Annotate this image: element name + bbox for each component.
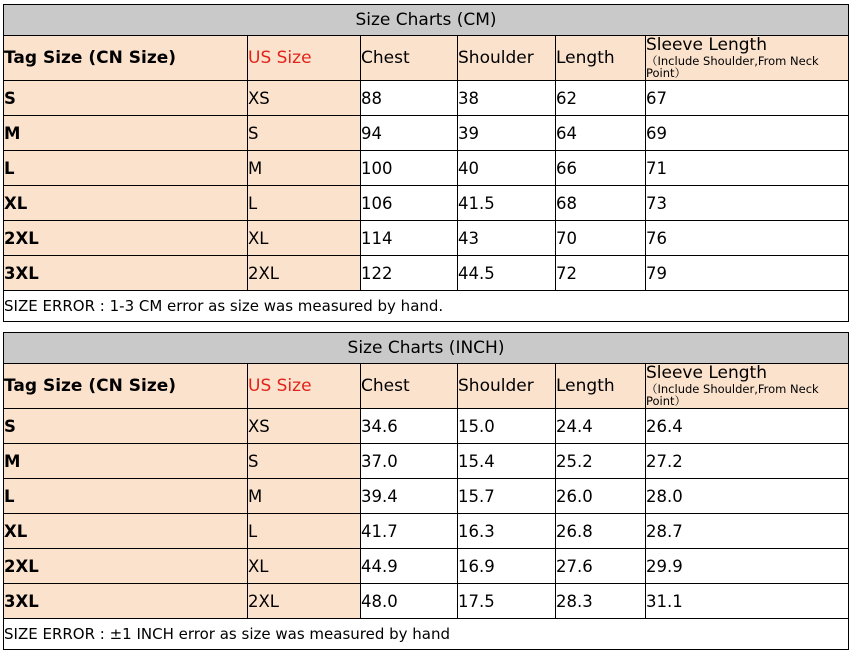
cell-length: 28.3: [556, 584, 646, 619]
cell-tag-size: 2XL: [4, 549, 248, 584]
cell-chest: 114: [361, 221, 458, 256]
cell-length: 64: [556, 116, 646, 151]
header-length-cm: Length: [556, 36, 646, 81]
table-row: [4, 584, 849, 619]
cell-length: 66: [556, 151, 646, 186]
cell-shoulder: 15.7: [458, 479, 556, 514]
cell-length: 62: [556, 81, 646, 116]
table-row: [4, 479, 849, 514]
header-tag-size-inch: Tag Size (CN Size): [4, 364, 248, 409]
cell-shoulder: 44.5: [458, 256, 556, 291]
cell-length: 27.6: [556, 549, 646, 584]
header-chest-inch: Chest: [361, 364, 458, 409]
header-shoulder-inch: Shoulder: [458, 364, 556, 409]
cell-sleeve: 69: [646, 116, 849, 151]
cell-us-size: XL: [248, 221, 361, 256]
cell-us-size: S: [248, 444, 361, 479]
header-us-size-cm: US Size: [248, 36, 361, 81]
table-row: [4, 186, 849, 221]
cell-chest: 48.0: [361, 584, 458, 619]
cell-sleeve: 73: [646, 186, 849, 221]
cell-length: 68: [556, 186, 646, 221]
cell-chest: 100: [361, 151, 458, 186]
cell-sleeve: 26.4: [646, 409, 849, 444]
cell-tag-size: XL: [4, 186, 248, 221]
cell-tag-size: 3XL: [4, 584, 248, 619]
table-row: [4, 444, 849, 479]
cell-shoulder: 15.4: [458, 444, 556, 479]
cell-sleeve: 28.7: [646, 514, 849, 549]
cell-chest: 34.6: [361, 409, 458, 444]
cell-tag-size: 3XL: [4, 256, 248, 291]
cell-tag-size: M: [4, 116, 248, 151]
cell-sleeve: 79: [646, 256, 849, 291]
header-shoulder-cm: Shoulder: [458, 36, 556, 81]
size-error-note-row-inch: [4, 619, 849, 650]
size-error-note-row-cm: [4, 291, 849, 322]
chart-header-row-cm: [4, 36, 849, 81]
chart-title-row-cm: [4, 5, 849, 36]
chart-title-cm: Size Charts (CM): [4, 5, 849, 36]
table-row: [4, 116, 849, 151]
cell-us-size: S: [248, 116, 361, 151]
chart-title-row-inch: [4, 333, 849, 364]
cell-us-size: XS: [248, 409, 361, 444]
cell-sleeve: 71: [646, 151, 849, 186]
size-error-note-inch: SIZE ERROR : ±1 INCH error as size was measured by hand: [4, 619, 849, 650]
cell-tag-size: 2XL: [4, 221, 248, 256]
cell-chest: 37.0: [361, 444, 458, 479]
cell-tag-size: XL: [4, 514, 248, 549]
table-row: [4, 221, 849, 256]
cell-chest: 88: [361, 81, 458, 116]
cell-tag-size: L: [4, 479, 248, 514]
cell-sleeve: 27.2: [646, 444, 849, 479]
table-row: [4, 256, 849, 291]
cell-us-size: XL: [248, 549, 361, 584]
header-sleeve-length-cm: [646, 36, 849, 81]
header-us-size-inch: US Size: [248, 364, 361, 409]
cell-us-size: XS: [248, 81, 361, 116]
cell-chest: 41.7: [361, 514, 458, 549]
cell-chest: 39.4: [361, 479, 458, 514]
header-sleeve-main-cm: Sleeve Length: [646, 34, 767, 55]
cell-chest: 94: [361, 116, 458, 151]
header-tag-size-cm: Tag Size (CN Size): [4, 36, 248, 81]
cell-shoulder: 39: [458, 116, 556, 151]
size-error-note-cm: SIZE ERROR : 1-3 CM error as size was measured by hand.: [4, 291, 849, 322]
table-row: [4, 409, 849, 444]
cell-chest: 122: [361, 256, 458, 291]
cell-us-size: 2XL: [248, 256, 361, 291]
cell-sleeve: 67: [646, 81, 849, 116]
header-sleeve-sub-cm: （Include Shoulder,From Neck Point）: [646, 54, 819, 81]
cell-shoulder: 16.9: [458, 549, 556, 584]
table-row: [4, 151, 849, 186]
cell-shoulder: 40: [458, 151, 556, 186]
cell-us-size: M: [248, 151, 361, 186]
header-chest-cm: Chest: [361, 36, 458, 81]
cell-us-size: 2XL: [248, 584, 361, 619]
chart-header-row-inch: [4, 364, 849, 409]
cell-tag-size: S: [4, 81, 248, 116]
cell-sleeve: 31.1: [646, 584, 849, 619]
cell-tag-size: S: [4, 409, 248, 444]
header-length-inch: Length: [556, 364, 646, 409]
size-chart-cm: [3, 4, 849, 322]
cell-us-size: L: [248, 186, 361, 221]
cell-tag-size: M: [4, 444, 248, 479]
cell-us-size: M: [248, 479, 361, 514]
header-sleeve-main-inch: Sleeve Length: [646, 362, 767, 383]
cell-length: 25.2: [556, 444, 646, 479]
cell-length: 26.0: [556, 479, 646, 514]
cell-length: 24.4: [556, 409, 646, 444]
cell-shoulder: 38: [458, 81, 556, 116]
cell-chest: 106: [361, 186, 458, 221]
header-sleeve-sub-inch: （Include Shoulder,From Neck Point）: [646, 382, 819, 409]
cell-length: 26.8: [556, 514, 646, 549]
table-row: [4, 514, 849, 549]
table-row: [4, 81, 849, 116]
cell-sleeve: 28.0: [646, 479, 849, 514]
chart-title-inch: Size Charts (INCH): [4, 333, 849, 364]
table-row: [4, 549, 849, 584]
cell-sleeve: 29.9: [646, 549, 849, 584]
cell-us-size: L: [248, 514, 361, 549]
cell-shoulder: 16.3: [458, 514, 556, 549]
header-sleeve-length-inch: [646, 364, 849, 409]
cell-length: 70: [556, 221, 646, 256]
cell-shoulder: 15.0: [458, 409, 556, 444]
cell-tag-size: L: [4, 151, 248, 186]
cell-shoulder: 43: [458, 221, 556, 256]
cell-shoulder: 41.5: [458, 186, 556, 221]
cell-sleeve: 76: [646, 221, 849, 256]
size-chart-inch: [3, 332, 849, 650]
cell-length: 72: [556, 256, 646, 291]
cell-shoulder: 17.5: [458, 584, 556, 619]
cell-chest: 44.9: [361, 549, 458, 584]
